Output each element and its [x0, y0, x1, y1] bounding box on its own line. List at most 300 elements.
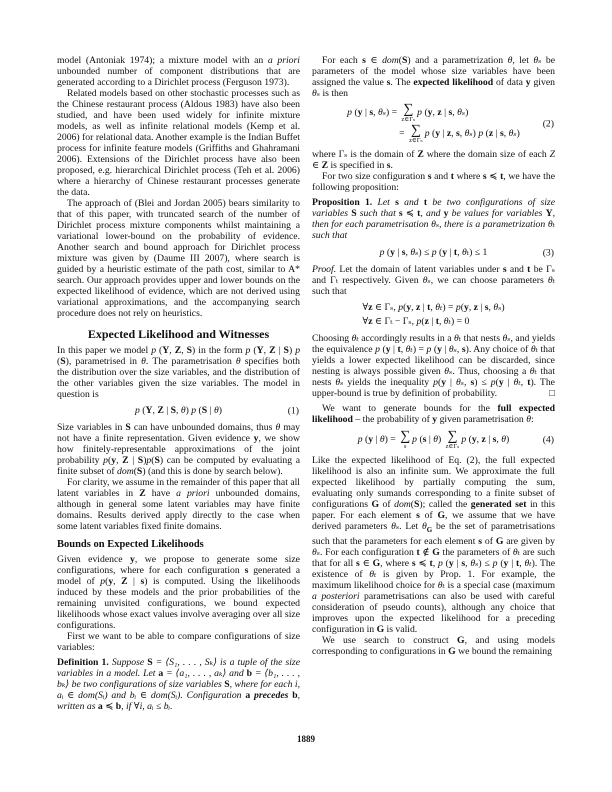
text-run: ,	[432, 557, 438, 569]
text-run: b	[246, 668, 252, 679]
text-run: , if ∀i, aᵢ ≤ bᵢ.	[121, 701, 173, 712]
text-run: s	[140, 576, 145, 587]
text-run: p	[357, 434, 363, 446]
text-run: , let	[512, 55, 534, 66]
text-run: ,	[405, 247, 411, 258]
text-run: (	[384, 247, 391, 258]
text-run: S	[351, 208, 357, 219]
text-run: such that	[356, 208, 399, 219]
equation	[312, 102, 555, 145]
text-run: S	[283, 345, 289, 356]
text-run: θₜ	[512, 546, 521, 558]
paragraph	[57, 88, 300, 198]
text-run: y	[432, 414, 438, 425]
text-run: ,	[457, 247, 462, 258]
text-run: p	[379, 247, 385, 258]
text-run: z	[488, 128, 494, 140]
text-run: where Γₛ is the domain of	[312, 149, 418, 160]
text-run: (	[422, 107, 428, 119]
text-run: of	[419, 510, 438, 521]
text-run: |	[503, 377, 514, 388]
text-run: , we assume that we have derived parameters	[312, 510, 555, 532]
text-run: dom	[382, 55, 399, 66]
text-run: may not have a finite representation. Given evidence	[57, 422, 300, 444]
text-run: G	[372, 557, 381, 569]
paragraph	[312, 403, 555, 425]
text-run: such that	[312, 286, 347, 297]
sigma-icon: ∑	[400, 429, 411, 444]
text-run: (	[431, 344, 438, 355]
text-run: parametrisations can also be used with careful consideration of pseudo counts), although any choice that improves upon the expected likelihood for a preceding configuration in	[312, 590, 555, 635]
text-run: θ	[235, 356, 241, 367]
text-run: given	[530, 77, 555, 88]
text-run: are such that for all	[312, 546, 556, 569]
text-run: θ	[180, 405, 186, 416]
text-run: ) ≤	[478, 557, 493, 569]
text-run: (	[466, 434, 472, 446]
text-run: s	[244, 565, 249, 576]
text-run: ,	[152, 405, 158, 416]
text-run: First we want to be able to compare configurations of size variables:	[57, 631, 300, 653]
text-run: For two size configuration	[322, 171, 428, 182]
text-run: θₛ	[448, 344, 457, 355]
text-run: θ	[275, 422, 281, 433]
text-run: t	[516, 557, 520, 569]
text-run: (	[437, 377, 442, 388]
text-run: s	[502, 264, 507, 275]
text-run: ) ≤	[418, 247, 432, 258]
text-run: ) can be computed by evaluating a finite subset of	[57, 455, 301, 477]
qed-box: □	[549, 388, 555, 399]
text-run: z	[437, 107, 442, 119]
text-run: p	[431, 247, 437, 258]
text-run: , we can choose parameters	[430, 275, 548, 286]
equation-number: (4)	[542, 434, 554, 446]
text-run: |	[127, 576, 141, 587]
text-run: ,	[430, 302, 436, 313]
text-run: )	[465, 107, 469, 119]
text-run: S	[136, 466, 143, 477]
text-run: y	[368, 434, 374, 446]
text-run: y	[442, 247, 448, 258]
text-run: p	[295, 345, 301, 356]
text-run: ∉	[419, 546, 433, 558]
sum-symbol	[446, 430, 460, 450]
text-run: (	[398, 55, 402, 66]
text-run: y	[390, 247, 395, 258]
text-run: ,	[451, 128, 457, 140]
text-run: . The	[390, 77, 414, 88]
text-run: , where	[380, 557, 412, 569]
text-run: ,	[464, 377, 471, 388]
text-run: p	[492, 557, 498, 569]
text-run: p	[490, 377, 496, 388]
text-run: θₛ	[444, 366, 453, 377]
text-run: t	[527, 377, 531, 388]
text-run: |	[373, 434, 380, 446]
text-run: have	[145, 488, 177, 499]
text-run: ,	[373, 107, 378, 119]
text-run: In this paper we model	[57, 345, 152, 356]
text-run: (	[379, 344, 386, 355]
text-run: s	[482, 171, 487, 182]
text-run: the parameters of	[439, 546, 513, 558]
paragraph	[57, 422, 300, 477]
text-run: p	[455, 302, 461, 313]
text-run: ) in the form	[192, 345, 246, 356]
text-run: ) =	[385, 107, 400, 119]
text-run: a priori	[267, 55, 300, 66]
text-run: ) ≤	[474, 377, 491, 388]
text-run: θₜ	[524, 557, 532, 569]
text-run: Suppose	[111, 657, 148, 668]
text-run: |	[420, 302, 428, 313]
text-run: p	[146, 455, 152, 466]
text-run: )	[185, 405, 192, 416]
text-run: We want to generate bounds for the	[322, 403, 498, 414]
text-run: Choosing	[312, 333, 352, 344]
text-run: p	[412, 434, 418, 446]
sum-symbol	[400, 430, 410, 450]
text-run: is then	[320, 88, 349, 99]
text-run: Y	[162, 345, 170, 356]
text-run: (	[139, 405, 146, 416]
text-run: specifies both the distribution over the size variables, and the distribution of the other variables given the size variables. The model in question is	[57, 356, 300, 400]
text-run: a	[245, 690, 251, 701]
text-run: we bound the remaining	[455, 645, 552, 657]
equation-lines	[380, 245, 488, 260]
text-run: are given by	[503, 535, 555, 547]
text-run: Z	[417, 149, 424, 160]
text-run: y	[108, 576, 114, 587]
text-run: . The parametrisation	[145, 356, 236, 367]
text-run: =	[399, 128, 408, 140]
text-run: p	[424, 128, 430, 140]
text-run: |	[440, 128, 447, 140]
paragraph	[312, 55, 555, 99]
text-run: G	[371, 499, 380, 510]
text-run: θₛ	[377, 107, 386, 119]
text-run: Proof.	[312, 264, 337, 275]
text-run: , we propose to generate some size configurations, where for each configuration	[57, 554, 300, 576]
text-run: t	[427, 302, 431, 313]
text-run: can have unbounded domains, thus	[130, 422, 276, 433]
text-run: ). Any choice of	[465, 344, 531, 355]
text-run: t	[450, 171, 454, 182]
text-run: θₜ	[435, 302, 443, 313]
text-run: expected likelihood	[413, 77, 494, 88]
text-run: Z	[174, 345, 182, 356]
equation-line	[362, 301, 504, 314]
text-run: , and yields the equivalence	[312, 333, 555, 355]
text-run: dom	[117, 466, 134, 477]
text-run: where	[453, 171, 483, 182]
text-run: ∈	[312, 160, 322, 171]
text-run: p	[433, 377, 438, 388]
text-run: , and	[420, 208, 444, 219]
text-run: s	[395, 197, 399, 208]
equation-line	[362, 315, 504, 328]
text-run: (	[362, 434, 369, 446]
text-run: G	[448, 645, 456, 657]
text-run: t	[423, 197, 428, 208]
text-run: θₜ	[529, 366, 537, 377]
text-run: S	[60, 356, 66, 367]
text-run: θₜ	[437, 579, 445, 591]
text-run: in this paper. For each element	[312, 499, 555, 521]
text-run: S	[414, 499, 420, 510]
text-run: ,	[181, 345, 187, 356]
text-run: t	[527, 264, 531, 275]
page-number: 1889	[297, 734, 315, 744]
equation-number: (3)	[542, 247, 554, 258]
text-run: of	[379, 499, 395, 510]
text-run: a priori	[176, 488, 210, 499]
text-run: )	[218, 405, 222, 416]
text-run: ∀	[362, 316, 369, 327]
text-run: z	[481, 434, 486, 446]
text-run: θₛ	[464, 128, 473, 140]
text-run: θₛ	[422, 275, 431, 286]
sum-symbol	[409, 124, 423, 144]
text-run: s	[362, 55, 366, 66]
text-run: )	[501, 302, 505, 313]
text-run: |	[362, 107, 370, 119]
text-run: ,	[438, 316, 444, 327]
text-run: that nests	[461, 333, 503, 344]
text-run: precedes	[253, 690, 289, 701]
text-run: For clarity, we assume in the remainder of this paper that all latent variables in	[57, 477, 300, 499]
text-run: |	[390, 344, 398, 355]
text-run: ,	[520, 377, 528, 388]
text-run: , and using models corresponding to configurations in	[312, 634, 555, 657]
text-run: be values for variables	[448, 208, 546, 219]
text-run: G	[495, 535, 504, 547]
text-run: ,	[113, 576, 122, 587]
text-run: z	[368, 316, 373, 327]
text-run: (	[352, 107, 358, 119]
text-run: S	[154, 455, 160, 466]
text-run: and	[398, 197, 424, 208]
text-run: y	[130, 554, 135, 565]
left-column	[57, 55, 300, 716]
sigma-icon: ∑	[410, 123, 421, 138]
text-run: :	[530, 414, 534, 425]
text-run: θₛ	[312, 88, 321, 99]
text-run: ,	[400, 344, 406, 355]
text-run: θ	[213, 405, 219, 416]
text-run: p	[191, 405, 197, 416]
text-run: ,	[452, 107, 458, 119]
equation-line	[358, 430, 510, 450]
text-run: ,	[176, 405, 181, 416]
text-run: |	[428, 316, 436, 327]
text-run: ≼	[402, 208, 418, 219]
text-run: y	[435, 128, 441, 140]
text-run: is specified in	[328, 160, 387, 171]
paragraph	[312, 149, 555, 171]
equation-number: (2)	[542, 118, 554, 129]
text-run: Related models based on other stochastic processes such as the Chinese restaurant process (Aldous 1983) have also been studied, and have been used widely for infinite mixture models, as well as infinite relational models (Kemp et al. 2006) for relational data. Another example is the Indian Buffet process for infinite feature models (Griffiths and Ghahramani 2006). Extensions of the Dirichlet process have also been proposed, e.g. hierarchical Dirichlet process (Teh et al. 2006) where a hierarchy of Chinese restaurant processes generate the data.	[57, 88, 300, 198]
text-run: ) =	[442, 302, 456, 313]
text-run: |	[447, 247, 454, 258]
text-run: ∈ Γₛ,	[372, 302, 399, 313]
text-run: s	[461, 557, 466, 569]
paragraph	[312, 171, 555, 193]
text-run: y	[406, 302, 412, 313]
sum-subscript: z∈Γₛ	[401, 116, 416, 123]
text-run: p	[135, 405, 140, 416]
text-run: ,	[519, 557, 525, 569]
text-run: y	[503, 557, 509, 569]
text-run: y	[111, 455, 117, 466]
text-run: We use search to construct	[322, 634, 458, 646]
text-run: θ	[501, 434, 507, 446]
text-run: )	[506, 434, 510, 446]
text-run: p	[437, 557, 443, 569]
text-run: y	[525, 77, 531, 88]
text-run: ,	[456, 344, 462, 355]
sum-subscript: z∈Γₛ	[445, 443, 460, 450]
text-run: p	[245, 345, 251, 356]
text-run: )	[143, 455, 147, 466]
text-run: p	[426, 344, 432, 355]
text-run: s	[411, 557, 416, 569]
text-run: (	[417, 434, 423, 446]
text-run: Let the domain of latent variables under	[336, 264, 503, 275]
text-run: y	[498, 377, 504, 388]
text-run: = ⟨b₁, . . . , bₖ⟩ be two configurations of size variables	[57, 668, 301, 690]
text-run: )	[472, 128, 479, 140]
text-run: |	[508, 557, 516, 569]
text-run: θₜ	[547, 275, 555, 286]
text-run: Z	[157, 405, 164, 416]
text-run: ≼	[102, 701, 116, 712]
text-run: |	[453, 557, 462, 569]
text-run: (	[442, 557, 449, 569]
text-run: ,	[503, 128, 509, 140]
text-run: a	[158, 668, 164, 679]
text-run: , written as	[57, 690, 301, 712]
text-run: θₛ	[410, 247, 419, 258]
text-run: p	[478, 128, 484, 140]
text-run: ,	[432, 107, 438, 119]
text-run: . Thus, choosing a	[452, 366, 530, 377]
text-run: be two configurations of size variables	[312, 197, 555, 219]
equation	[312, 245, 555, 260]
equation-number: (1)	[287, 405, 299, 416]
text-run: θ	[526, 414, 531, 425]
text-run: a posteriori	[312, 590, 360, 602]
text-run: s	[422, 434, 427, 446]
text-run: generated set	[470, 499, 527, 510]
text-run: θₜ	[405, 344, 413, 355]
text-run: model (Antoniak 1974); a mixture model with an	[57, 55, 268, 66]
text-run: (	[483, 128, 489, 140]
subsection-heading: Bounds on Expected Likelihoods	[57, 539, 204, 550]
text-run: ∈	[359, 557, 373, 569]
sum-subscript: z∈Γₛ	[409, 137, 423, 144]
text-run: θₜ	[454, 333, 462, 344]
paragraph	[312, 635, 555, 657]
text-run: (	[410, 499, 415, 510]
text-run: Y	[145, 405, 153, 416]
text-run: = ⟨a₁, . . . , aₖ⟩ and	[163, 668, 247, 679]
sum-symbol	[402, 103, 416, 123]
text-run: full expected likelihood	[312, 403, 555, 425]
paragraph	[57, 477, 300, 532]
text-run: ,	[411, 302, 416, 313]
text-run: (	[105, 576, 109, 587]
text-run: |	[128, 455, 138, 466]
right-column	[312, 55, 555, 657]
text-run: |	[394, 247, 402, 258]
text-run: ,	[263, 345, 270, 356]
text-run: (	[495, 377, 499, 388]
subscript: G	[426, 525, 433, 534]
text-run: t	[435, 316, 439, 327]
text-run: ) (and this is done by search below).	[142, 466, 283, 477]
sigma-icon: ∑	[403, 102, 414, 117]
text-run: z	[473, 302, 478, 313]
paragraph	[312, 264, 555, 297]
text-run: s	[470, 377, 475, 388]
text-run: s	[478, 535, 483, 547]
text-run: – the probability of	[352, 414, 433, 425]
text-run: ,	[496, 434, 502, 446]
equation-line	[380, 246, 488, 259]
text-run: S	[170, 405, 177, 416]
text-run: where the domain size of each	[423, 149, 550, 160]
text-run: s	[492, 434, 497, 446]
text-run: )	[438, 434, 444, 446]
text-run: )	[288, 345, 296, 356]
text-run: dom	[394, 499, 411, 510]
text-run: ), parametrised in	[65, 356, 142, 367]
text-run: s	[398, 208, 403, 219]
text-run: (	[429, 128, 436, 140]
text-run: s	[356, 557, 360, 569]
equation-line	[347, 103, 520, 123]
text-run: Proposition 1.	[312, 197, 378, 208]
text-run: , we show how finitely-representable approximations of the joint probability	[57, 433, 300, 466]
text-run: G	[432, 546, 440, 558]
text-run: s	[484, 302, 489, 313]
text-run: The approach of (Blei and Jordan 2005) bears similarity to that of this paper, with truncated search of the number of Dirichlet process mixture components whilst maintaining a variational lower-bound on the probability of evidence. Another search and bound approach for Dirichlet process mixture was given by (Daume III 2007), where search is guided by a heuristic estimate of the path cost, similar to A* search. Our approach provides upper and lower bounds on the expected likelihood of evidence, which are not derived using variational approximations, and the accompanying search procedure does not rely on heuristics.	[57, 198, 300, 319]
text-run: S	[201, 405, 208, 416]
text-run: s	[448, 107, 453, 119]
text-run: θₛ	[508, 128, 517, 140]
equation-lines	[135, 403, 222, 418]
equation-lines	[362, 300, 504, 329]
text-run: , where for each i, aᵢ ∈ dom(Sᵢ) and bᵢ ∈ dom(Sᵢ). Configuration	[57, 679, 300, 701]
text-run: Z	[269, 345, 276, 356]
text-run: and	[431, 171, 451, 182]
text-run: |	[493, 128, 500, 140]
text-run: (	[57, 356, 61, 367]
text-run: is a special case (maximum	[444, 579, 555, 591]
text-run: b	[292, 690, 298, 701]
text-run: θ	[141, 356, 146, 367]
text-run: p	[417, 107, 423, 119]
text-run: ,	[488, 302, 494, 313]
text-run: p	[347, 107, 353, 119]
text-run: Given evidence	[57, 554, 131, 565]
text-run: |	[163, 405, 171, 416]
text-run: θₛ	[493, 302, 502, 313]
text-run: |	[207, 405, 214, 416]
text-run: G	[437, 510, 446, 521]
